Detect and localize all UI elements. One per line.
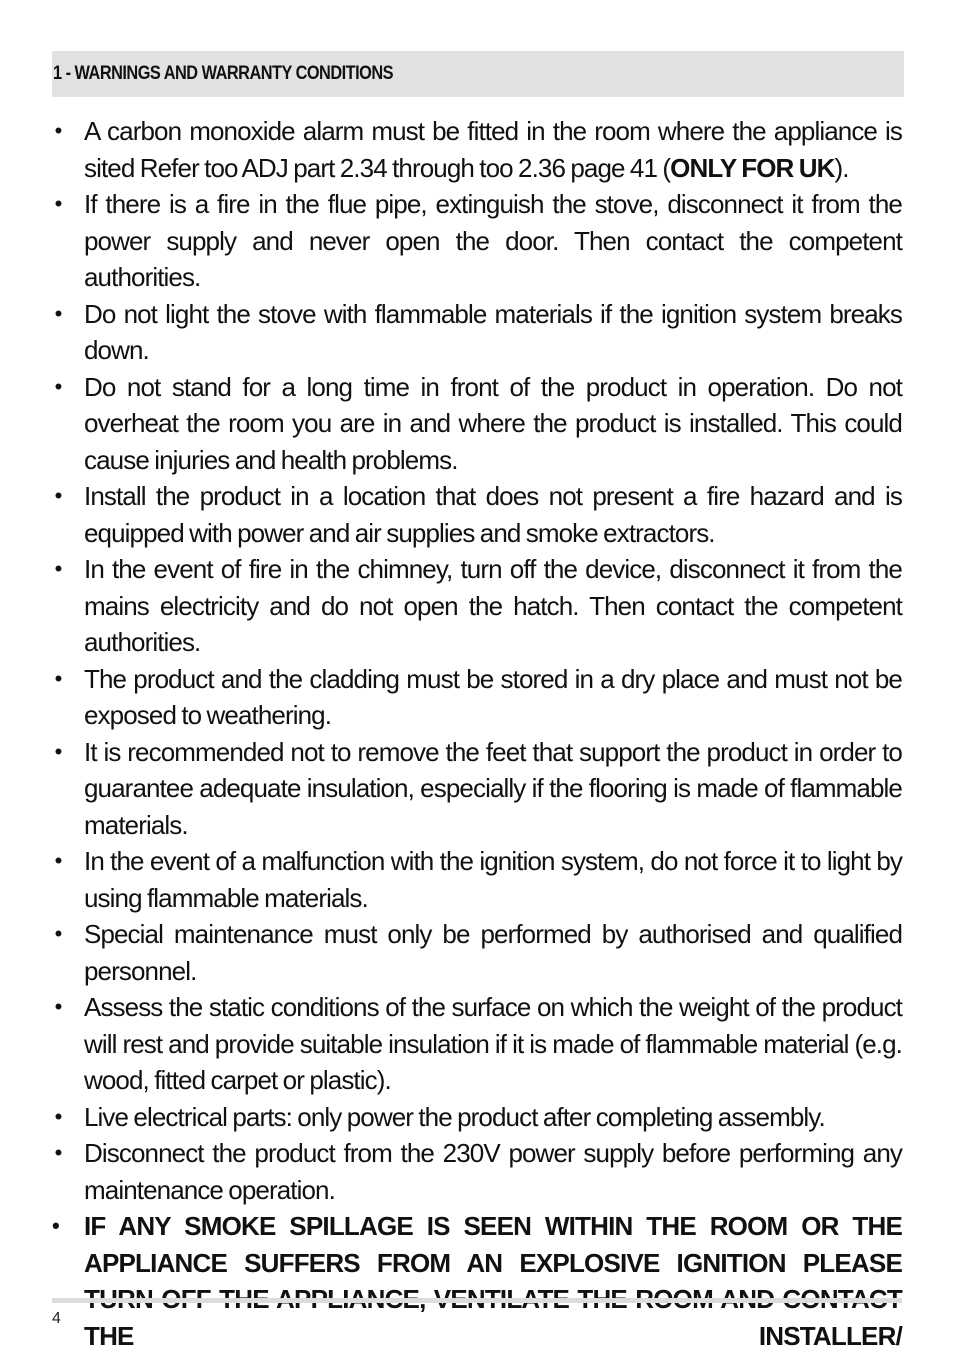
list-item: [52, 1135, 902, 1208]
bullet-icon: •: [54, 483, 62, 508]
bullet-icon: •: [54, 994, 62, 1019]
list-item: [52, 843, 902, 916]
item-text: The product and the cladding must be stored in a dry place and must not be exposed to weathering.: [84, 663, 902, 730]
warnings-content: [52, 113, 902, 1354]
bullet-icon: •: [54, 556, 62, 581]
bullet-icon: •: [54, 1103, 62, 1129]
item-text: In the event of a malfunction with the ignition system, do not force it to light by using flammable materials.: [84, 846, 902, 913]
list-item: [52, 369, 902, 479]
bullet-icon: •: [54, 191, 62, 216]
item-text: Disconnect the product from the 230V power supply before performing any maintenance operation.: [84, 1138, 902, 1205]
page-number: 4: [52, 1310, 61, 1327]
list-item: [52, 916, 902, 989]
list-item: [52, 1099, 902, 1136]
bullet-icon: •: [54, 665, 62, 691]
list-item: [52, 661, 902, 734]
item-text: It is recommended not to remove the feet that support the product in order to guarantee adequate insulation, especially if the flooring is made of flammable materials.: [84, 736, 902, 840]
bullet-icon: •: [54, 118, 62, 143]
item-text: Install the product in a location that does not present a fire hazard and is equipped with power and air supplies and smoke extractors.: [84, 481, 902, 548]
list-item: [52, 186, 902, 296]
list-item: [52, 734, 902, 844]
list-item: [52, 113, 902, 186]
uk-only-note: ONLY FOR UK: [670, 152, 835, 183]
item-text: Live electrical parts: only power the product after completing assembly.: [84, 1101, 825, 1132]
item-text: Special maintenance must only be performed by authorised and qualified personnel.: [84, 919, 902, 986]
bullet-icon: •: [54, 1140, 62, 1165]
item-text: Assess the static conditions of the surface on which the weight of the product will rest and provide suitable insulation if it is made of flammable material (e.g. wood, fitted carpet or plastic).: [84, 992, 902, 1095]
item-text-end: ).: [834, 152, 849, 183]
bullet-icon: •: [54, 373, 62, 399]
bullet-icon: •: [54, 921, 62, 946]
item-text: Do not stand for a long time in front of the product in operation. Do not overheat the room you are in and where the product is installed. This could cause injuries and health problems.: [84, 371, 902, 475]
section-header-bar: [52, 51, 904, 97]
bullet-icon: •: [54, 738, 62, 764]
footer-divider: [52, 1298, 902, 1303]
item-text: A carbon monoxide alarm must be fitted in the room where the appliance is sited Refer too ADJ part 2.34 through too 2.36 page 41 (: [84, 116, 902, 183]
list-item: [52, 989, 902, 1099]
list-item-smoke-warning: [52, 1208, 902, 1354]
warnings-list: [52, 113, 902, 1354]
list-item: [52, 478, 902, 551]
bullet-icon: •: [54, 300, 62, 326]
list-item: [52, 296, 902, 369]
item-text: If there is a fire in the flue pipe, extinguish the stove, disconnect it from the power supply and never open the door. Then contact the competent authorities.: [84, 189, 902, 292]
bullet-icon: •: [54, 848, 62, 873]
item-text: Do not light the stove with flammable materials if the ignition system breaks down.: [84, 298, 902, 365]
list-item: [52, 551, 902, 661]
section-title: 1 - WARNINGS AND WARRANTY CONDITIONS: [53, 63, 394, 84]
item-text: In the event of fire in the chimney, turn off the device, disconnect it from the mains electricity and do not open the hatch. Then contact the competent authorities.: [84, 554, 902, 657]
item-text: IF ANY SMOKE SPILLAGE IS SEEN WITHIN THE ROOM OR THE APPLIANCE SUFFERS FROM AN EXPLOSIVE IGNITION PLEASE THE INSTALLER/: [84, 1211, 902, 1351]
bullet-icon: •: [52, 1213, 59, 1238]
